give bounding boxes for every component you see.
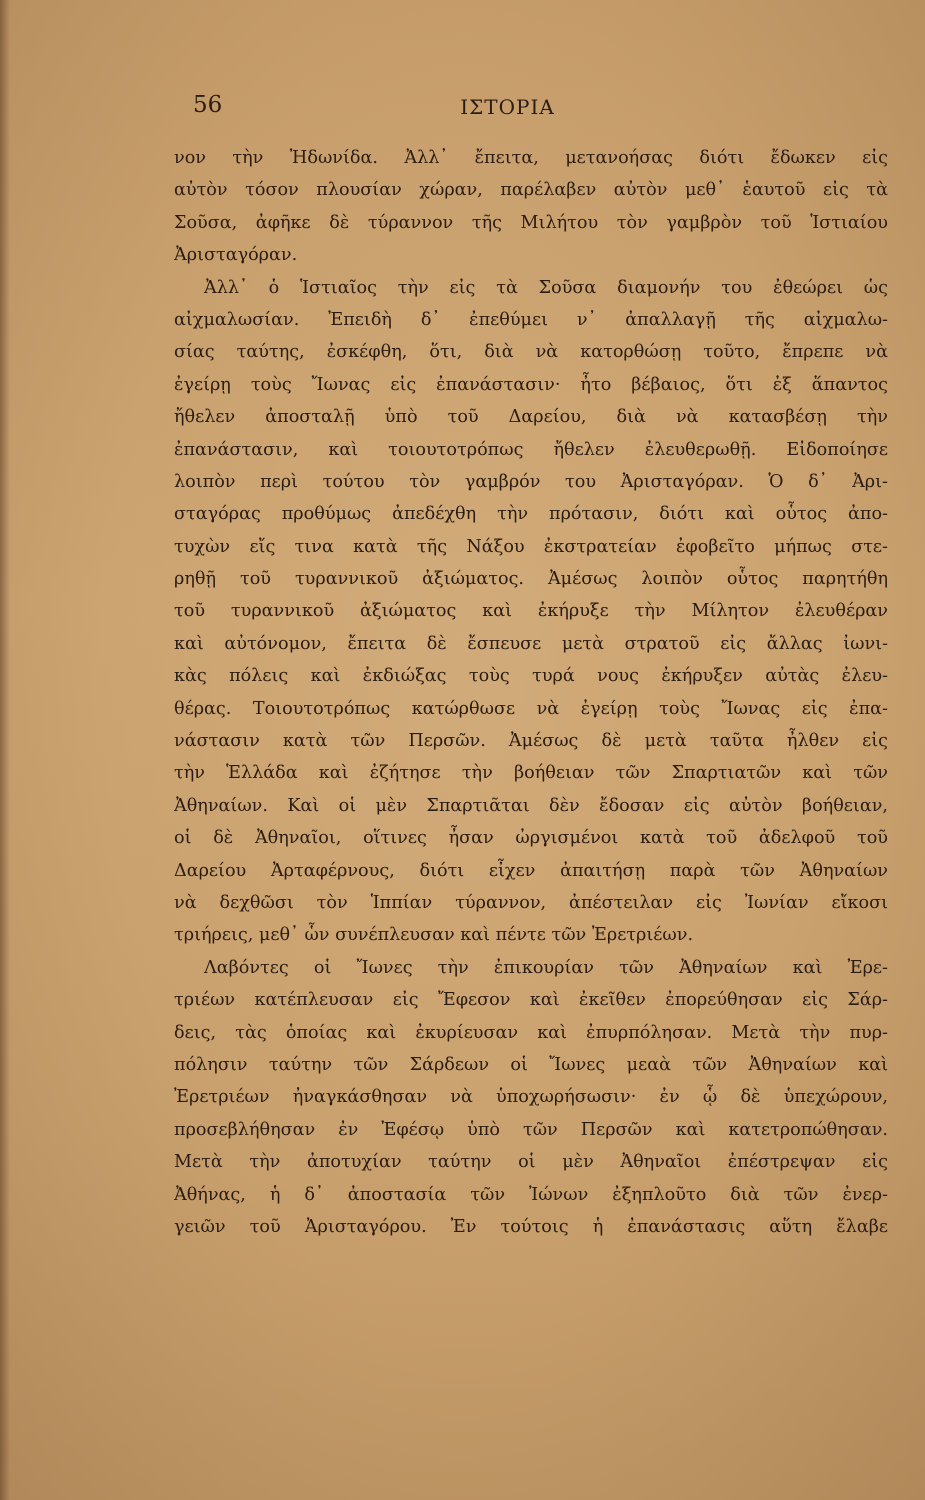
- page-number: 56: [193, 92, 223, 118]
- text-line: ἐγείρῃ τοὺς Ἴωνας εἰς ἐπανάστασιν· ἦτο βέβαιος, ὅτι ἐξ ἅπαντος: [174, 374, 888, 395]
- text-line: καὶ αὐτόνομον, ἔπειτα δὲ ἔσπευσε μετὰ στρατοῦ εἰς ἄλλας ἰωνι-: [174, 633, 888, 654]
- text-line: τὴν Ἑλλάδα καὶ ἐζήτησε τὴν βοήθειαν τῶν Σπαρτιατῶν καὶ τῶν: [174, 763, 888, 784]
- text-line: νάστασιν κατὰ τῶν Περσῶν. Ἀμέσως δὲ μετὰ ταῦτα ἦλθεν εἰς: [174, 731, 888, 752]
- text-line: σταγόρας προθύμως ἀπεδέχθη τὴν πρότασιν, διότι καὶ οὗτος ἀπο-: [174, 504, 888, 525]
- text-line: οἱ δὲ Ἀθηναῖοι, οἵτινες ἦσαν ὠργισμένοι κατὰ τοῦ ἀδελφοῦ τοῦ: [174, 828, 888, 849]
- text-line: λοιπὸν περὶ τούτου τὸν γαμβρόν του Ἀρισταγόραν. Ὁ δ᾽ Ἀρι-: [174, 471, 888, 492]
- text-line: Ἐρετριέων ἠναγκάσθησαν νὰ ὑποχωρήσωσιν· ἐν ᾧ δὲ ὑπεχώρουν,: [174, 1087, 888, 1108]
- text-line: ἤθελεν ἀποσταλῇ ὑπὸ τοῦ Δαρείου, διὰ νὰ κατασβέσῃ τὴν: [174, 407, 888, 428]
- text-line: αἰχμαλωσίαν. Ἐπειδὴ δ᾽ ἐπεθύμει ν᾽ ἀπαλλαγῇ τῆς αἰχμαλω-: [174, 309, 888, 330]
- text-line: ρηθῇ τοῦ τυραννικοῦ ἀξιώματος. Ἀμέσως λοιπὸν οὗτος παρητήθη: [174, 569, 888, 590]
- text-line: κὰς πόλεις καὶ ἐκδιώξας τοὺς τυρά νους ἐκήρυξεν αὐτὰς ἐλευ-: [174, 666, 888, 687]
- text-line: δεις, τὰς ὁποίας καὶ ἐκυρίευσαν καὶ ἐπυρπόλησαν. Μετὰ τὴν πυρ-: [174, 1022, 888, 1043]
- page-gutter-shadow: [0, 0, 10, 1500]
- text-line: πόλησιν ταύτην τῶν Σάρδεων οἱ Ἴωνες μεαὰ τῶν Ἀθηναίων καὶ: [174, 1054, 888, 1075]
- text-line: τυχὼν εἴς τινα κατὰ τῆς Νάξου ἐκστρατείαν ἐφοβεῖτο μήπως στε-: [174, 536, 888, 557]
- text-line: Λαβόντες οἱ Ἴωνες τὴν ἐπικουρίαν τῶν Ἀθηναίων καὶ Ἐρε-: [204, 957, 888, 978]
- text-line: Δαρείου Ἀρταφέρνους, διότι εἶχεν ἀπαιτήσῃ παρὰ τῶν Ἀθηναίων: [174, 860, 888, 881]
- text-line: αὐτὸν τόσον πλουσίαν χώραν, παρέλαβεν αὐτὸν μεθ᾽ ἑαυτοῦ εἰς τὰ: [174, 180, 888, 201]
- text-line: Σοῦσα, ἀφῆκε δὲ τύραννον τῆς Μιλήτου τὸν γαμβρὸν τοῦ Ἱστιαίου: [174, 212, 888, 233]
- running-title: ΙΣΤΟΡΙΑ: [460, 95, 555, 119]
- text-line: σίας ταύτης, ἐσκέφθη, ὅτι, διὰ νὰ κατορθώσῃ τοῦτο, ἔπρεπε νὰ: [174, 342, 888, 363]
- text-line: Ἀρισταγόραν.: [174, 245, 298, 266]
- text-line: νὰ δεχθῶσι τὸν Ἱππίαν τύραννον, ἀπέστειλαν εἰς Ἰωνίαν εἴκοσι: [174, 892, 888, 913]
- text-line: τριέων κατέπλευσαν εἰς Ἔφεσον καὶ ἐκεῖθεν ἐπορεύθησαν εἰς Σάρ-: [174, 990, 888, 1011]
- text-line: ἐπανάστασιν, καὶ τοιουτοτρόπως ἤθελεν ἐλευθερωθῇ. Εἰδοποίησε: [174, 439, 888, 460]
- text-line: νον τὴν Ἠδωνίδα. Ἀλλ᾽ ἔπειτα, μετανοήσας διότι ἔδωκεν εἰς: [174, 148, 888, 168]
- text-line: Ἀθήνας, ἡ δ᾽ ἀποστασία τῶν Ἰώνων ἐξηπλοῦτο διὰ τῶν ἐνερ-: [174, 1184, 888, 1205]
- text-line: γειῶν τοῦ Ἀρισταγόρου. Ἐν τούτοις ἡ ἐπανάστασις αὕτη ἔλαβε: [174, 1216, 888, 1237]
- text-line: τριήρεις, μεθ᾽ ὧν συνέπλευσαν καὶ πέντε τῶν Ἐρετριέων.: [174, 925, 694, 946]
- text-line: τοῦ τυραννικοῦ ἀξιώματος καὶ ἐκήρυξε τὴν Μίλητον ἐλευθέραν: [174, 601, 888, 622]
- text-line: Ἀθηναίων. Καὶ οἱ μὲν Σπαρτιᾶται δὲν ἔδοσαν εἰς αὐτὸν βοήθειαν,: [174, 795, 888, 816]
- text-line: Μετὰ τὴν ἀποτυχίαν ταύτην οἱ μὲν Ἀθηναῖοι ἐπέστρεψαν εἰς: [174, 1152, 888, 1173]
- text-line: Ἀλλ᾽ ὁ Ἱστιαῖος τὴν εἰς τὰ Σοῦσα διαμονήν του ἐθεώρει ὡς: [204, 277, 888, 298]
- body-text: [174, 142, 888, 1243]
- text-line: θέρας. Τοιουτοτρόπως κατώρθωσε νὰ ἐγείρῃ τοὺς Ἴωνας εἰς ἐπα-: [174, 698, 888, 719]
- text-line: προσεβλήθησαν ἐν Ἐφέσῳ ὑπὸ τῶν Περσῶν καὶ κατετροπώθησαν.: [174, 1119, 888, 1140]
